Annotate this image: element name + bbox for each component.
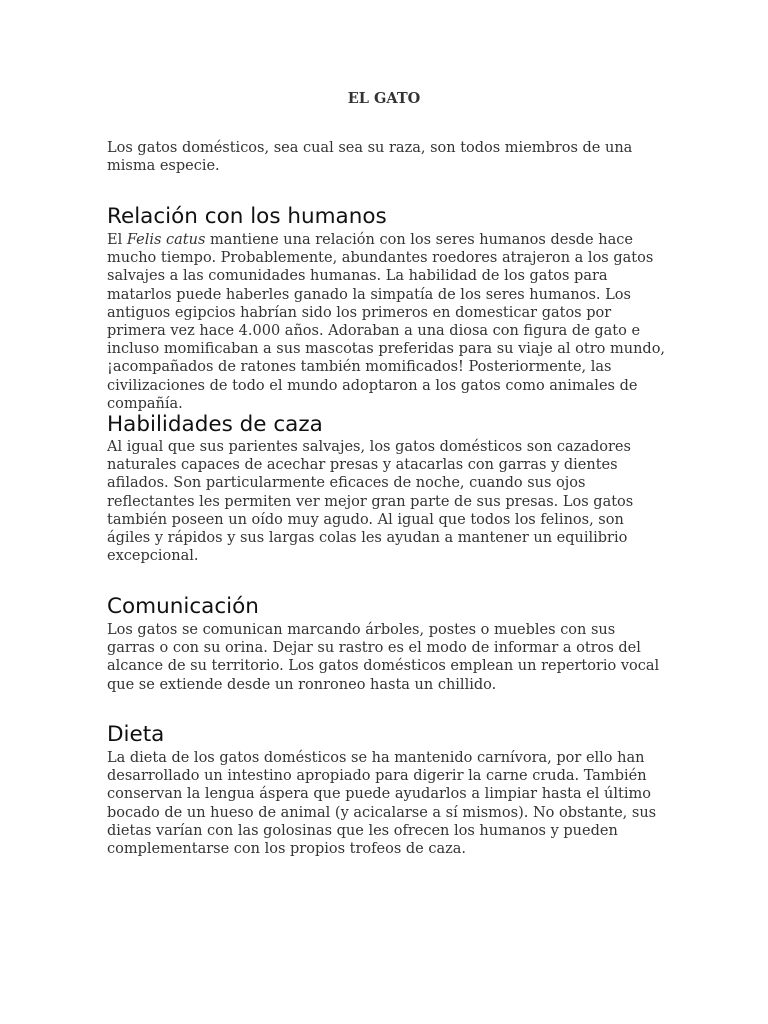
section-paragraph-caza: Al igual que sus parientes salvajes, los gatos domésticos son cazadores naturales capaces de acechar presas y atacarlas con garras y dientes afilados. Son particularmente eficaces de noche, cuando sus ojos reflectantes les permiten ver mejor gran parte de sus presas. Los gatos también poseen un oído muy agudo. Al igual que todos los felinos, son ágiles y rápidos y sus largas colas les ayudan a mantener un equilibrio excepcional.	[107, 439, 634, 565]
paragraph-lead: El	[107, 232, 127, 248]
section-paragraph-comunicacion: Los gatos se comunican marcando árboles, postes o muebles con sus garras o con su orina. Dejar su rastro es el modo de informar a otros del alcance de su territorio. Los gatos domésticos emplean un repertorio vocal que se extiende desde un ronroneo hasta un chillido.	[107, 622, 660, 693]
section-heading-relacion: Relación con los humanos	[107, 204, 387, 229]
section-paragraph-relacion	[107, 231, 667, 413]
document-title: EL GATO	[347, 90, 421, 107]
intro-paragraph: Los gatos domésticos, sea cual sea su raza, son todos miembros de una misma especie.	[107, 140, 633, 175]
species-name: Felis catus	[126, 232, 206, 248]
section-heading-dieta: Dieta	[107, 722, 165, 747]
section-heading-comunicacion: Comunicación	[107, 594, 259, 619]
paragraph-body: mantiene una relación con los seres humanos desde hace mucho tiempo. Probablemente, abundantes roedores atrajeron a los gatos salvajes a las comunidades humanas. La habilidad de los gatos para matarlos puede haberles ganado la simpatía de los seres humanos. Los antiguos egipcios habrían sido los primeros en domesticar gatos por primera vez hace 4.000 años. Adoraban a una diosa con figura de gato e incluso momificaban a sus mascotas preferidas para su viaje al otro mundo, ¡acompañados de ratones también momificados! Posteriormente, las civilizaciones de todo el mundo adoptaron a los gatos como animales de compañía.	[107, 232, 666, 412]
section-heading-caza: Habilidades de caza	[107, 412, 323, 437]
section-paragraph-dieta: La dieta de los gatos domésticos se ha mantenido carnívora, por ello han desarrollado un intestino apropiado para digerir la carne cruda. También conservan la lengua áspera que puede ayudarlos a limpiar hasta el último bocado de un hueso de animal (y acicalarse a sí mismos). No obstante, sus dietas varían con las golosinas que les ofrecen los humanos y pueden complementarse con los propios trofeos de caza.	[107, 750, 657, 858]
